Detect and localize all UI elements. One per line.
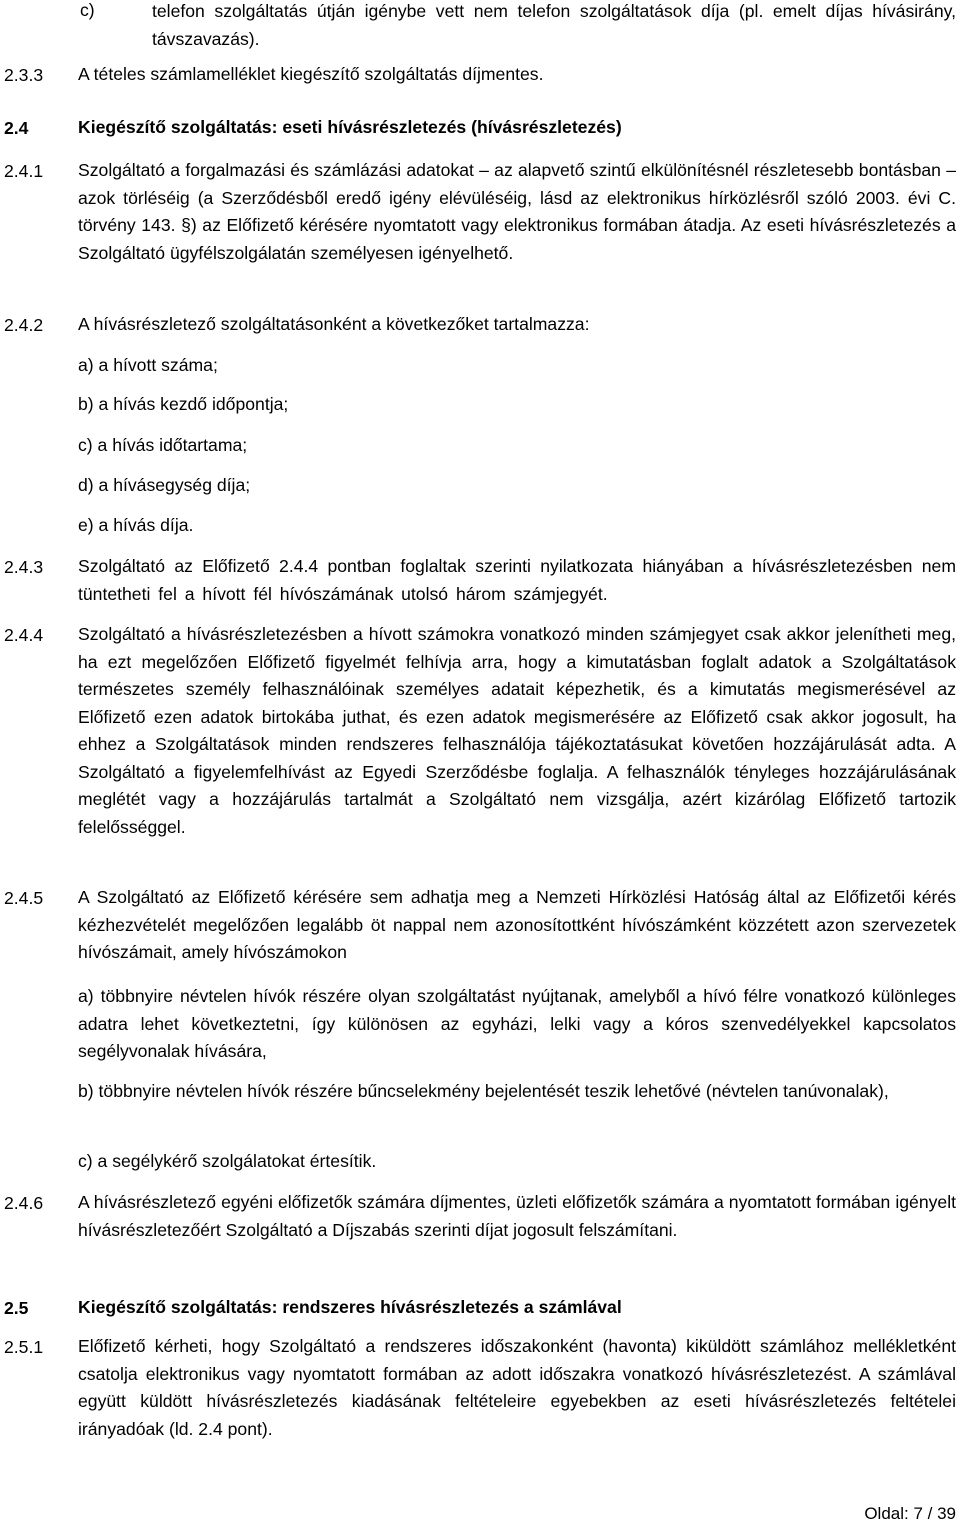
list-item: b) a hívás kezdő időpontja; xyxy=(78,394,289,414)
section-number-2-4-3: 2.4.3 xyxy=(4,557,44,577)
section-2-4-3-text: Szolgáltató az Előfizető 2.4.4 pontban foglaltak szerinti nyilatkozata hiányában a hívásrészletezésben nem tüntetheti fel a hívott fél hívószámának utolsó három számjegyét. xyxy=(78,556,956,604)
section-2-5-1-text: Előfizető kérheti, hogy Szolgáltató a rendszeres időszakonként (havonta) kiküldött számlához mellékletként csatolja elektronikus vagy nyomtatott formában az adott időszakra vonatkozó hívásrészletezést. A számlával együtt küldött hívásrészletezés kiadásának feltételeire egyebekben az eseti hívásrészletezés feltételei irányadóak (ld. 2.4 pont). xyxy=(78,1336,956,1439)
section-number-2-3-3: 2.3.3 xyxy=(4,65,44,85)
section-2-4-4-text: Szolgáltató a hívásrészletezésben a hívott számokra vonatkozó minden számjegyet csak akkor jelenítheti meg, ha ezt megelőzően Előfizető figyelmét felhívja arra, hogy a kimutatásban foglalt adatok a Szolgáltatások természetes személy felhasználóinak személyes adatait képezhetik, és a kimutatás megismerésével az Előfizető ezen adatok birtokába juthat, és ezen adatok megismerésére az Előfizető csak akkor jogosult, ha ehhez a Szolgáltatások minden rendszeres felhasználója tájékoztatásukat követően hozzájárulását adta. A Szolgáltató a figyelemfelhívást az Egyedi Szerződésbe foglalja. A felhasználók tényleges hozzájárulásának meglétét vagy a hozzájárulás tartalmát a Szolgáltató nem vizsgálja, azért kizárólag Előfizető tartozik felelősséggel. xyxy=(78,624,956,837)
list-label-c: c) xyxy=(80,0,95,20)
list-item: c) a hívás időtartama; xyxy=(78,435,248,455)
section-2-4-5-text: A Szolgáltató az Előfizető kérésére sem adhatja meg a Nemzeti Hírközlési Hatóság által az Előfizetői kérés kézhezvételét megelőzően legalább öt nappal nem azonosítottként hívószámként közzétett azon szervezetek hívószámait, amely hívószámokon xyxy=(78,887,956,962)
section-number-2-4-4: 2.4.4 xyxy=(4,625,44,645)
section-number-2-4-5: 2.4.5 xyxy=(4,888,44,908)
section-2-4-2-text: A hívásrészletező szolgáltatásonként a következőket tartalmazza: xyxy=(78,314,590,334)
list-item: e) a hívás díja. xyxy=(78,515,194,535)
section-number-2-4-2: 2.4.2 xyxy=(4,315,44,335)
section-2-4-title: Kiegészítő szolgáltatás: eseti hívásrészletezés (hívásrészletezés) xyxy=(78,117,622,137)
section-number-2-4: 2.4 xyxy=(4,118,29,138)
section-2-5-title: Kiegészítő szolgáltatás: rendszeres hívásrészletezés a számlával xyxy=(78,1297,622,1317)
list-item: c) a segélykérő szolgálatokat értesítik. xyxy=(78,1151,377,1171)
list-item: a) a hívott száma; xyxy=(78,355,218,375)
list-item: d) a hívásegység díja; xyxy=(78,475,251,495)
list-item: a) többnyire névtelen hívók részére olyan szolgáltatást nyújtanak, amelyből a hívó félre vonatkozó különleges adatra lehet következtetni, így különösen az egyházi, lelki vagy a kóros szenvedélyekkel kapcsolatos segélyvonalak hívására, xyxy=(78,986,956,1061)
section-number-2-4-1: 2.4.1 xyxy=(4,161,44,181)
list-item-c-text: telefon szolgáltatás útján igénybe vett nem telefon szolgáltatások díja (pl. emelt díjas hívásirány, távszavazás). xyxy=(152,1,956,49)
page-number: Oldal: 7 / 39 xyxy=(864,1504,956,1523)
section-number-2-5: 2.5 xyxy=(4,1298,29,1318)
list-item: b) többnyire névtelen hívók részére bűncselekmény bejelentését teszik lehetővé (névtelen tanúvonalak), xyxy=(78,1081,889,1101)
section-2-4-1-text: Szolgáltató a forgalmazási és számlázási adatokat – az alapvető szintű elkülönítésnél részletesebb bontásban – azok törléséig (a Szerződésből eredő igény elévüléséig, lásd az elektronikus hírközlésről szóló 2003. évi C. törvény 143. §) az Előfizető kérésére nyomtatott vagy elektronikus formában átadja. Az eseti hívásrészletezés a Szolgáltató ügyfélszolgálatán személyesen igényelhető. xyxy=(78,160,956,263)
section-number-2-4-6: 2.4.6 xyxy=(4,1193,44,1213)
section-number-2-5-1: 2.5.1 xyxy=(4,1337,44,1357)
section-2-3-3-text: A tételes számlamelléklet kiegészítő szolgáltatás díjmentes. xyxy=(78,64,544,84)
section-2-4-6-text: A hívásrészletező egyéni előfizetők számára díjmentes, üzleti előfizetők számára a nyomtatott formában igényelt hívásrészletezőért Szolgáltató a Díjszabás szerinti díjat jogosult felszámítani. xyxy=(78,1192,956,1240)
